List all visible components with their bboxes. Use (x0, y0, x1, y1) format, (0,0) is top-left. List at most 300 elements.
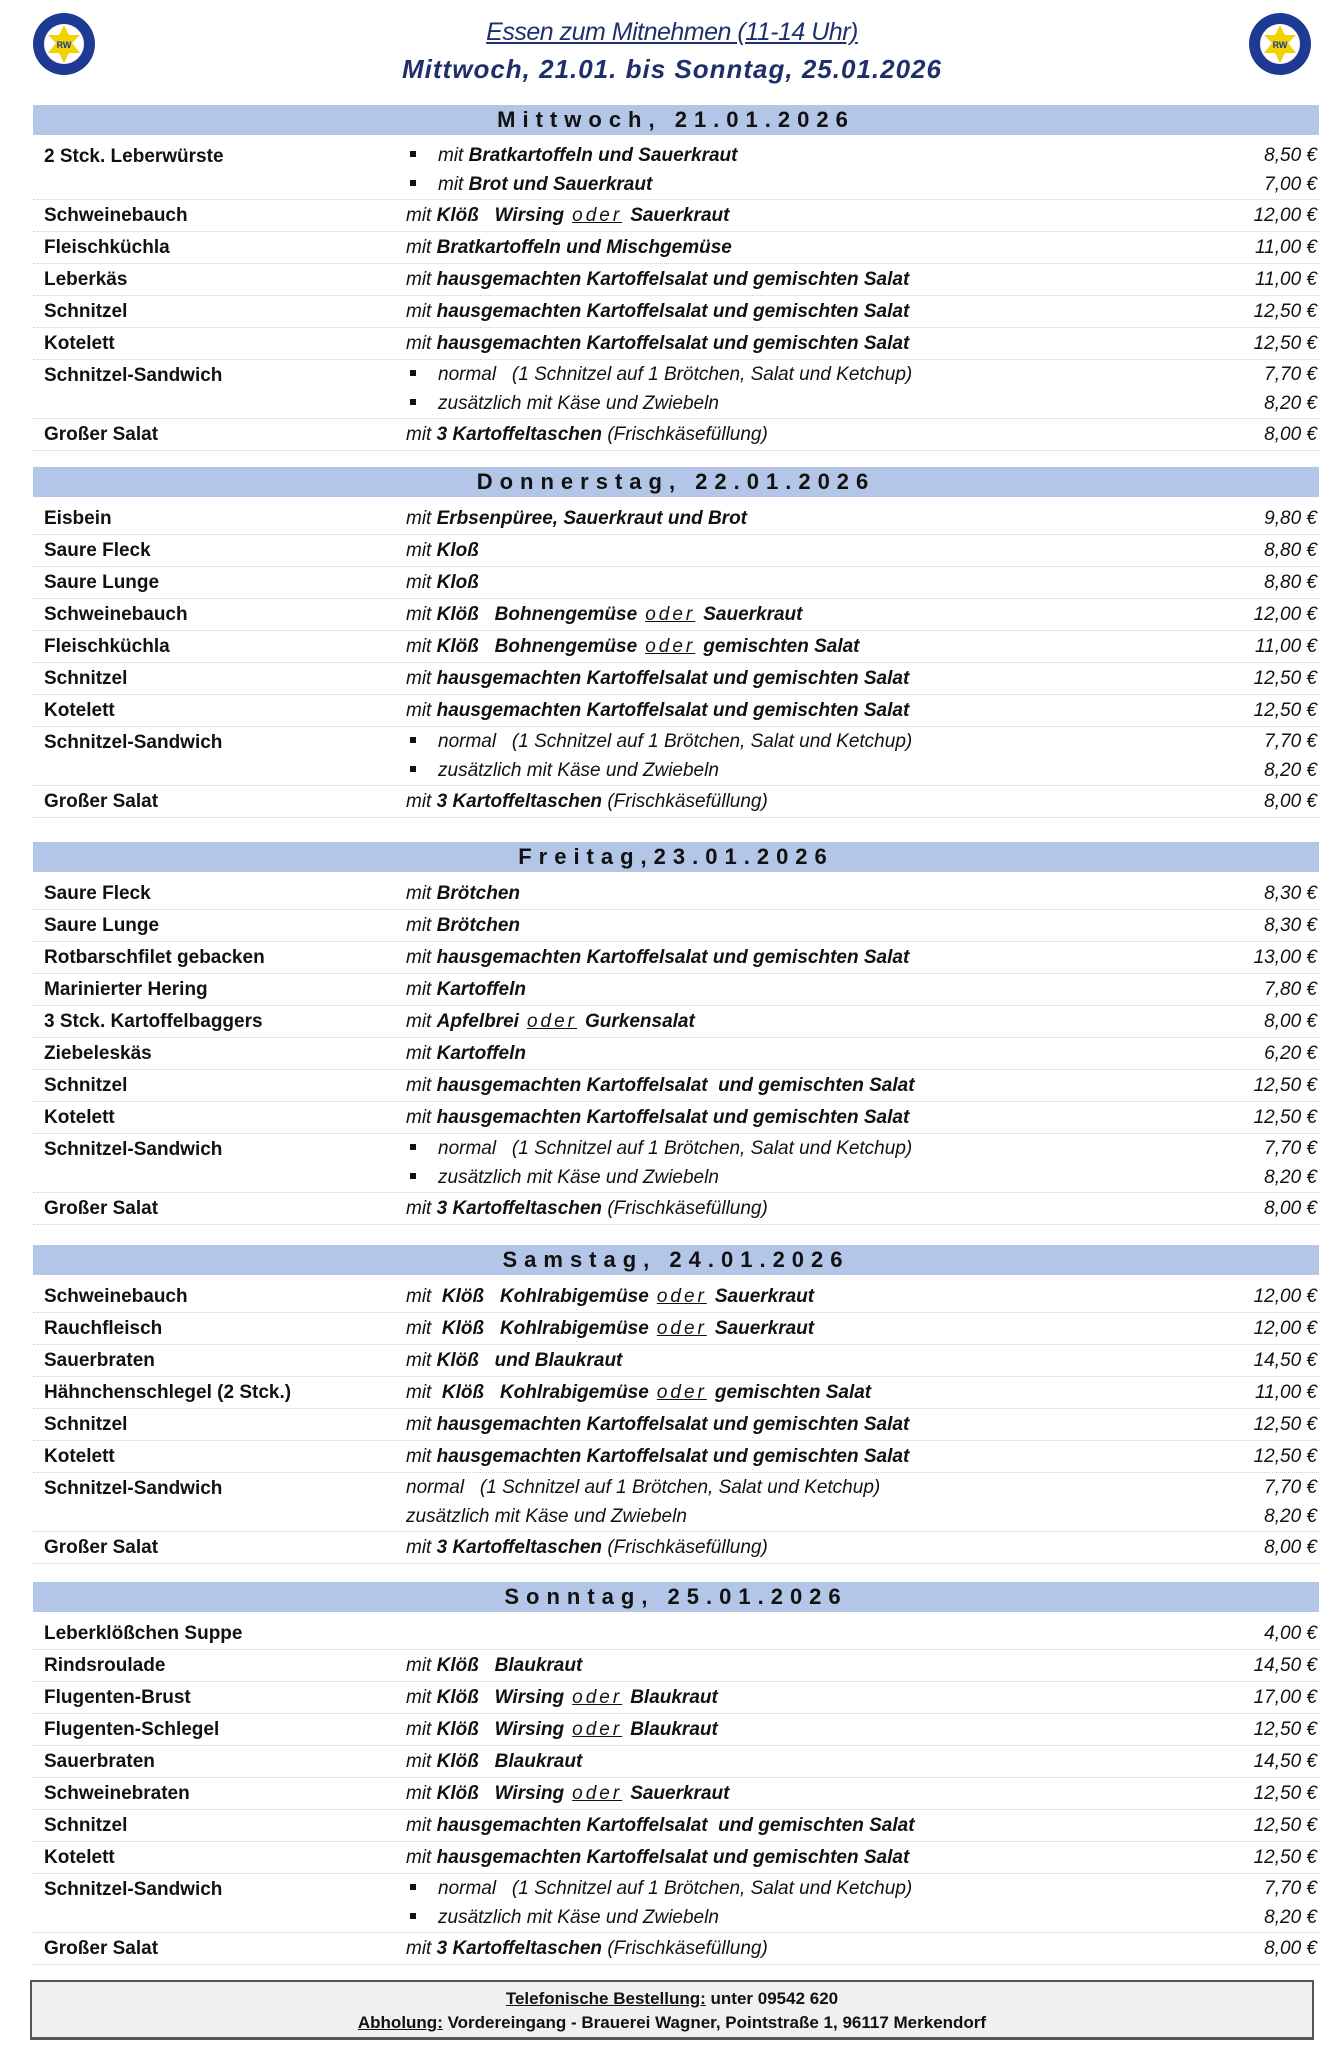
bullet-icon (410, 766, 416, 772)
day-section (33, 465, 1319, 818)
menu-item (33, 1377, 1319, 1409)
dish-name: Hähnchenschlegel (2 Stck.) (44, 1382, 292, 1403)
dish-options (406, 599, 1319, 630)
description-text: zusätzlich mit Käse und Zwiebeln (406, 1506, 687, 1527)
dish-options (406, 419, 1319, 450)
menu-item (33, 1714, 1319, 1746)
dish-option (406, 170, 1319, 199)
price: 12,00 € (1253, 1286, 1317, 1307)
dish-options (406, 535, 1319, 566)
menu-item (33, 878, 1319, 910)
dish-option (406, 1532, 1319, 1563)
description-text: mit (406, 572, 437, 593)
dish-name: Eisbein (44, 508, 112, 529)
price: 8,20 € (1264, 1167, 1317, 1188)
side-dish: Erbsenpüree, Sauerkraut und Brot (436, 508, 748, 529)
menu-item (33, 727, 1319, 786)
description-text: mit (406, 333, 437, 354)
price: 12,50 € (1253, 1719, 1317, 1740)
dish-options (406, 1933, 1319, 1964)
description-text: mit (406, 424, 437, 445)
side-dish: Bratkartoffeln und Mischgemüse (436, 237, 732, 258)
side-dish: gemischten Salat (714, 1382, 872, 1403)
price: 8,30 € (1264, 883, 1317, 904)
dish-options (406, 1313, 1319, 1344)
description-text: mit (406, 1382, 442, 1403)
phone-order-text: unter 09542 620 (705, 1989, 839, 2008)
price: 8,20 € (1264, 1907, 1317, 1928)
dish-options (406, 878, 1319, 909)
dish-name: Ziebeleskäs (44, 1043, 152, 1064)
description-text: mit (406, 883, 437, 904)
dish-description (406, 389, 1197, 418)
price: 12,50 € (1253, 333, 1317, 354)
dish-options (406, 1070, 1319, 1101)
dish-options (406, 1134, 1319, 1192)
dish-option (406, 1281, 1319, 1312)
dish-option (406, 1038, 1319, 1069)
dish-options (406, 360, 1319, 418)
side-dish: hausgemachten Kartoffelsalat und gemischten Salat (436, 947, 910, 968)
price: 8,80 € (1264, 572, 1317, 593)
price: 8,00 € (1264, 424, 1317, 445)
description-text: mit (406, 1655, 437, 1676)
price: 7,70 € (1264, 1138, 1317, 1159)
dish-name: Schnitzel (44, 1815, 128, 1836)
dish-description (406, 419, 1197, 450)
dish-option (406, 232, 1319, 263)
side-dish: hausgemachten Kartoffelsalat und gemischten Salat (436, 269, 910, 290)
dish-description (406, 141, 1197, 170)
menu-item (33, 1778, 1319, 1810)
pickup-text: Vordereingang - Brauerei Wagner, Pointstraße 1, 96117 Merkendorf (442, 2013, 987, 2032)
dish-option (406, 328, 1319, 359)
dish-option (406, 1903, 1319, 1932)
dish-option (406, 786, 1319, 817)
dish-option (406, 1163, 1319, 1192)
menu-item (33, 1281, 1319, 1313)
dish-option (406, 1650, 1319, 1681)
dish-option (406, 1842, 1319, 1873)
day-header: Samstag, 24.01.2026 (33, 1245, 1319, 1275)
description-text: mit (406, 791, 437, 812)
dish-description (406, 1810, 1197, 1841)
menu-item (33, 1193, 1319, 1225)
dish-options (406, 1618, 1319, 1649)
dish-option (406, 695, 1319, 726)
dish-option (406, 1193, 1319, 1224)
side-dish: Klöß Wirsing (436, 1687, 565, 1708)
or-separator: oder (572, 1687, 623, 1708)
dish-options (406, 1682, 1319, 1713)
dish-description (406, 1714, 1197, 1745)
price: 7,70 € (1264, 364, 1317, 385)
menu-item (33, 503, 1319, 535)
description-text: normal (1 Schnitzel auf 1 Brötchen, Salat und Ketchup) (438, 1138, 913, 1159)
dish-name: Kotelett (44, 700, 115, 721)
menu-item (33, 942, 1319, 974)
dish-description (406, 1163, 1197, 1192)
dish-description (406, 631, 1197, 662)
dish-options (406, 1006, 1319, 1037)
description-text: mit (406, 1847, 437, 1868)
dish-option (406, 878, 1319, 909)
dish-name: Saure Fleck (44, 540, 151, 561)
dish-description (406, 1313, 1197, 1344)
dish-description (406, 1193, 1197, 1224)
description-text: zusätzlich mit Käse und Zwiebeln (438, 1907, 719, 1928)
dish-option (406, 1345, 1319, 1376)
dish-option (406, 1006, 1319, 1037)
dish-description (406, 974, 1197, 1005)
dish-options (406, 200, 1319, 231)
dish-description (406, 1746, 1197, 1777)
dish-options (406, 1102, 1319, 1133)
price: 8,00 € (1264, 1011, 1317, 1032)
price: 12,50 € (1253, 1107, 1317, 1128)
dish-options (406, 786, 1319, 817)
dish-option (406, 1714, 1319, 1745)
description-text: mit (406, 700, 437, 721)
dish-description (406, 1006, 1197, 1037)
dish-name: Schnitzel (44, 301, 128, 322)
dish-option (406, 1134, 1319, 1163)
day-section (33, 103, 1319, 451)
dish-description (406, 942, 1197, 973)
dish-options (406, 1377, 1319, 1408)
dish-name: Schnitzel (44, 1075, 128, 1096)
dish-description (406, 1473, 1197, 1502)
dish-name: Großer Salat (44, 1938, 159, 1959)
price: 8,50 € (1264, 145, 1317, 166)
price: 12,00 € (1253, 604, 1317, 625)
dish-options (406, 1345, 1319, 1376)
price: 7,70 € (1264, 731, 1317, 752)
price: 7,80 € (1264, 979, 1317, 1000)
side-dish: 3 Kartoffeltaschen (436, 1537, 603, 1558)
phone-order-line (32, 1987, 1312, 2011)
side-dish: 3 Kartoffeltaschen (436, 1938, 603, 1959)
bullet-icon (410, 151, 416, 157)
dish-option (406, 1933, 1319, 1964)
description-text: mit (406, 205, 437, 226)
dish-name: Rotbarschfilet gebacken (44, 947, 265, 968)
dish-option (406, 631, 1319, 662)
description-text: mit (406, 1815, 437, 1836)
or-separator: oder (645, 604, 696, 625)
dish-description (406, 360, 1197, 389)
menu-item (33, 1682, 1319, 1714)
description-text: (Frischkäsefüllung) (602, 1537, 768, 1558)
dish-option (406, 141, 1319, 170)
menu-item (33, 1102, 1319, 1134)
side-dish: Klöß Wirsing (436, 205, 565, 226)
dish-options (406, 1409, 1319, 1440)
side-dish: Klöß Blaukraut (436, 1655, 583, 1676)
or-separator: oder (572, 1783, 623, 1804)
dish-name: Großer Salat (44, 791, 159, 812)
dish-description (406, 599, 1197, 630)
description-text: mit (406, 1938, 437, 1959)
dish-description (406, 1778, 1197, 1809)
side-dish: Blaukraut (630, 1687, 718, 1708)
dish-option (406, 1102, 1319, 1133)
dish-description (406, 663, 1197, 694)
side-dish: Brötchen (436, 883, 521, 904)
side-dish: Sauerkraut (630, 205, 730, 226)
dish-description (406, 1933, 1197, 1964)
dish-description (406, 1842, 1197, 1873)
description-text: zusätzlich mit Käse und Zwiebeln (438, 1167, 719, 1188)
description-text: mit (406, 1198, 437, 1219)
menu-item (33, 663, 1319, 695)
or-separator: oder (656, 1382, 707, 1403)
description-text: mit (406, 237, 437, 258)
price: 12,50 € (1253, 1783, 1317, 1804)
dish-name: Saure Lunge (44, 572, 160, 593)
menu-item (33, 1874, 1319, 1933)
dish-options (406, 663, 1319, 694)
description-text: mit (406, 668, 437, 689)
page-subtitle: Mittwoch, 21.01. bis Sonntag, 25.01.2026 (402, 54, 942, 84)
description-text: mit (406, 1350, 437, 1371)
dish-option (406, 1778, 1319, 1809)
description-text: normal (1 Schnitzel auf 1 Brötchen, Salat und Ketchup) (438, 1878, 913, 1899)
menu-item (33, 567, 1319, 599)
dish-name: Schnitzel-Sandwich (44, 732, 223, 753)
day-header: Sonntag, 25.01.2026 (33, 1582, 1319, 1612)
day-section (33, 1243, 1319, 1564)
dish-description (406, 1682, 1197, 1713)
dish-description (406, 1281, 1197, 1312)
description-text: (Frischkäsefüllung) (602, 1938, 768, 1959)
price: 13,00 € (1253, 947, 1317, 968)
dish-options (406, 232, 1319, 263)
side-dish: Gurkensalat (585, 1011, 695, 1032)
side-dish: hausgemachten Kartoffelsalat und gemischten Salat (436, 301, 910, 322)
dish-name: Großer Salat (44, 1198, 159, 1219)
dish-option (406, 1473, 1319, 1502)
dish-option (406, 599, 1319, 630)
dish-options (406, 1746, 1319, 1777)
dish-description (406, 756, 1197, 785)
dish-options (406, 1650, 1319, 1681)
or-separator: oder (526, 1011, 577, 1032)
phone-order-label: Telefonische Bestellung: (505, 1989, 706, 2008)
bullet-icon (410, 370, 416, 376)
dish-name: Flugenten-Schlegel (44, 1719, 220, 1740)
dish-option (406, 419, 1319, 450)
description-text: (Frischkäsefüllung) (602, 791, 768, 812)
menu-item (33, 1650, 1319, 1682)
description-text: mit (438, 145, 469, 166)
side-dish: Klöß Wirsing (436, 1719, 565, 1740)
or-separator: oder (572, 1719, 623, 1740)
description-text: mit (406, 1751, 437, 1772)
dish-options (406, 1473, 1319, 1531)
menu-item (33, 1933, 1319, 1965)
side-dish: Klöß Kohlrabigemüse (441, 1318, 649, 1339)
description-text: mit (406, 1446, 437, 1467)
bullet-icon (410, 1884, 416, 1890)
menu-item (33, 141, 1319, 200)
dish-options (406, 1038, 1319, 1069)
side-dish: Klöß Wirsing (436, 1783, 565, 1804)
dish-option (406, 942, 1319, 973)
dish-options (406, 503, 1319, 534)
menu-item (33, 1134, 1319, 1193)
dish-description (406, 1134, 1197, 1163)
price: 8,00 € (1264, 1198, 1317, 1219)
dish-name: Schweinebauch (44, 604, 188, 625)
price: 7,00 € (1264, 174, 1317, 195)
dish-options (406, 1441, 1319, 1472)
side-dish: Sauerkraut (630, 1783, 730, 1804)
description-text: (Frischkäsefüllung) (602, 424, 768, 445)
dish-description (406, 727, 1197, 756)
price: 12,00 € (1253, 205, 1317, 226)
description-text: mit (406, 1318, 442, 1339)
side-dish: Bratkartoffeln und Sauerkraut (468, 145, 738, 166)
side-dish: Klöß Bohnengemüse (436, 636, 638, 657)
side-dish: Klöß Bohnengemüse (436, 604, 638, 625)
dish-description (406, 878, 1197, 909)
dish-options (406, 264, 1319, 295)
description-text: mit (406, 1687, 437, 1708)
side-dish: Kartoffeln (436, 979, 526, 1000)
dish-description (406, 1874, 1197, 1903)
day-section (33, 1580, 1319, 1965)
menu-item (33, 200, 1319, 232)
bullet-icon (410, 1144, 416, 1150)
dish-options (406, 1532, 1319, 1563)
menu-item (33, 1006, 1319, 1038)
dish-option (406, 200, 1319, 231)
description-text: mit (406, 1286, 442, 1307)
description-text: mit (438, 174, 469, 195)
dish-name: Schnitzel-Sandwich (44, 1139, 223, 1160)
dish-option (406, 535, 1319, 566)
menu-item (33, 1345, 1319, 1377)
dish-description (406, 1070, 1197, 1101)
day-header: Donnerstag, 22.01.2026 (33, 467, 1319, 497)
dish-name: Fleischküchla (44, 636, 170, 657)
pickup-line (32, 2011, 1312, 2035)
dish-name: Großer Salat (44, 424, 159, 445)
dish-option (406, 974, 1319, 1005)
dish-options (406, 1810, 1319, 1841)
side-dish: Sauerkraut (714, 1318, 815, 1339)
logo-monogram: RW (56, 40, 72, 50)
price: 11,00 € (1255, 1382, 1317, 1403)
bullet-icon (410, 1173, 416, 1179)
menu-item (33, 1313, 1319, 1345)
price: 8,20 € (1264, 1506, 1317, 1527)
dish-option (406, 503, 1319, 534)
menu-item (33, 1746, 1319, 1778)
price: 8,20 € (1264, 393, 1317, 414)
dish-description (406, 1650, 1197, 1681)
menu-item (33, 296, 1319, 328)
dish-options (406, 328, 1319, 359)
bullet-icon (410, 1913, 416, 1919)
menu-item (33, 232, 1319, 264)
dish-options (406, 141, 1319, 199)
price: 8,80 € (1264, 540, 1317, 561)
description-text: zusätzlich mit Käse und Zwiebeln (438, 760, 719, 781)
dish-option (406, 1377, 1319, 1408)
description-text: zusätzlich mit Käse und Zwiebeln (438, 393, 719, 414)
dish-option (406, 1070, 1319, 1101)
price: 11,00 € (1255, 237, 1317, 258)
dish-options (406, 296, 1319, 327)
order-info-box (30, 1980, 1314, 2040)
page-title: Essen zum Mitnehmen (11-14 Uhr) (486, 18, 858, 46)
price: 8,30 € (1264, 915, 1317, 936)
dish-description (406, 1377, 1197, 1408)
dish-description (406, 232, 1197, 263)
menu-item (33, 786, 1319, 818)
price: 14,50 € (1253, 1350, 1317, 1371)
price: 12,50 € (1253, 1847, 1317, 1868)
dish-option (406, 1409, 1319, 1440)
menu-item (33, 1409, 1319, 1441)
description-text: (Frischkäsefüllung) (602, 1198, 768, 1219)
dish-name: Saure Lunge (44, 915, 160, 936)
dish-name: Sauerbraten (44, 1350, 155, 1371)
side-dish: hausgemachten Kartoffelsalat und gemischten Salat (436, 1107, 910, 1128)
dish-options (406, 942, 1319, 973)
dish-description (406, 786, 1197, 817)
dish-options (406, 1842, 1319, 1873)
dish-name: Leberklößchen Suppe (44, 1623, 243, 1644)
dish-description (406, 1903, 1197, 1932)
dish-option (406, 296, 1319, 327)
price: 12,50 € (1253, 301, 1317, 322)
day-section (33, 840, 1319, 1225)
side-dish: Kartoffeln (436, 1043, 526, 1064)
dish-option (406, 567, 1319, 598)
menu-item (33, 419, 1319, 451)
dish-name: Kotelett (44, 1847, 115, 1868)
day-header: Mittwoch, 21.01.2026 (33, 105, 1319, 135)
dish-option (406, 663, 1319, 694)
dish-description (406, 328, 1197, 359)
price: 17,00 € (1253, 1687, 1317, 1708)
side-dish: Klöß Kohlrabigemüse (441, 1382, 649, 1403)
description-text: mit (406, 508, 437, 529)
or-separator: oder (572, 205, 623, 226)
dish-option (406, 1502, 1319, 1531)
price: 4,00 € (1264, 1623, 1317, 1644)
price: 8,00 € (1264, 1537, 1317, 1558)
menu-item (33, 1532, 1319, 1564)
side-dish: hausgemachten Kartoffelsalat und gemischten Salat (436, 1847, 910, 1868)
dish-options (406, 1778, 1319, 1809)
menu-item (33, 599, 1319, 631)
price: 11,00 € (1255, 269, 1317, 290)
day-header: Freitag,23.01.2026 (33, 842, 1319, 872)
price: 8,00 € (1264, 1938, 1317, 1959)
side-dish: Kloß (436, 540, 479, 561)
description-text: mit (406, 1719, 437, 1740)
side-dish: 3 Kartoffeltaschen (436, 1198, 603, 1219)
menu-item (33, 360, 1319, 419)
price: 14,50 € (1253, 1751, 1317, 1772)
dish-description (406, 170, 1197, 199)
dish-name: Leberkäs (44, 269, 128, 290)
side-dish: hausgemachten Kartoffelsalat und gemischten Salat (436, 333, 910, 354)
